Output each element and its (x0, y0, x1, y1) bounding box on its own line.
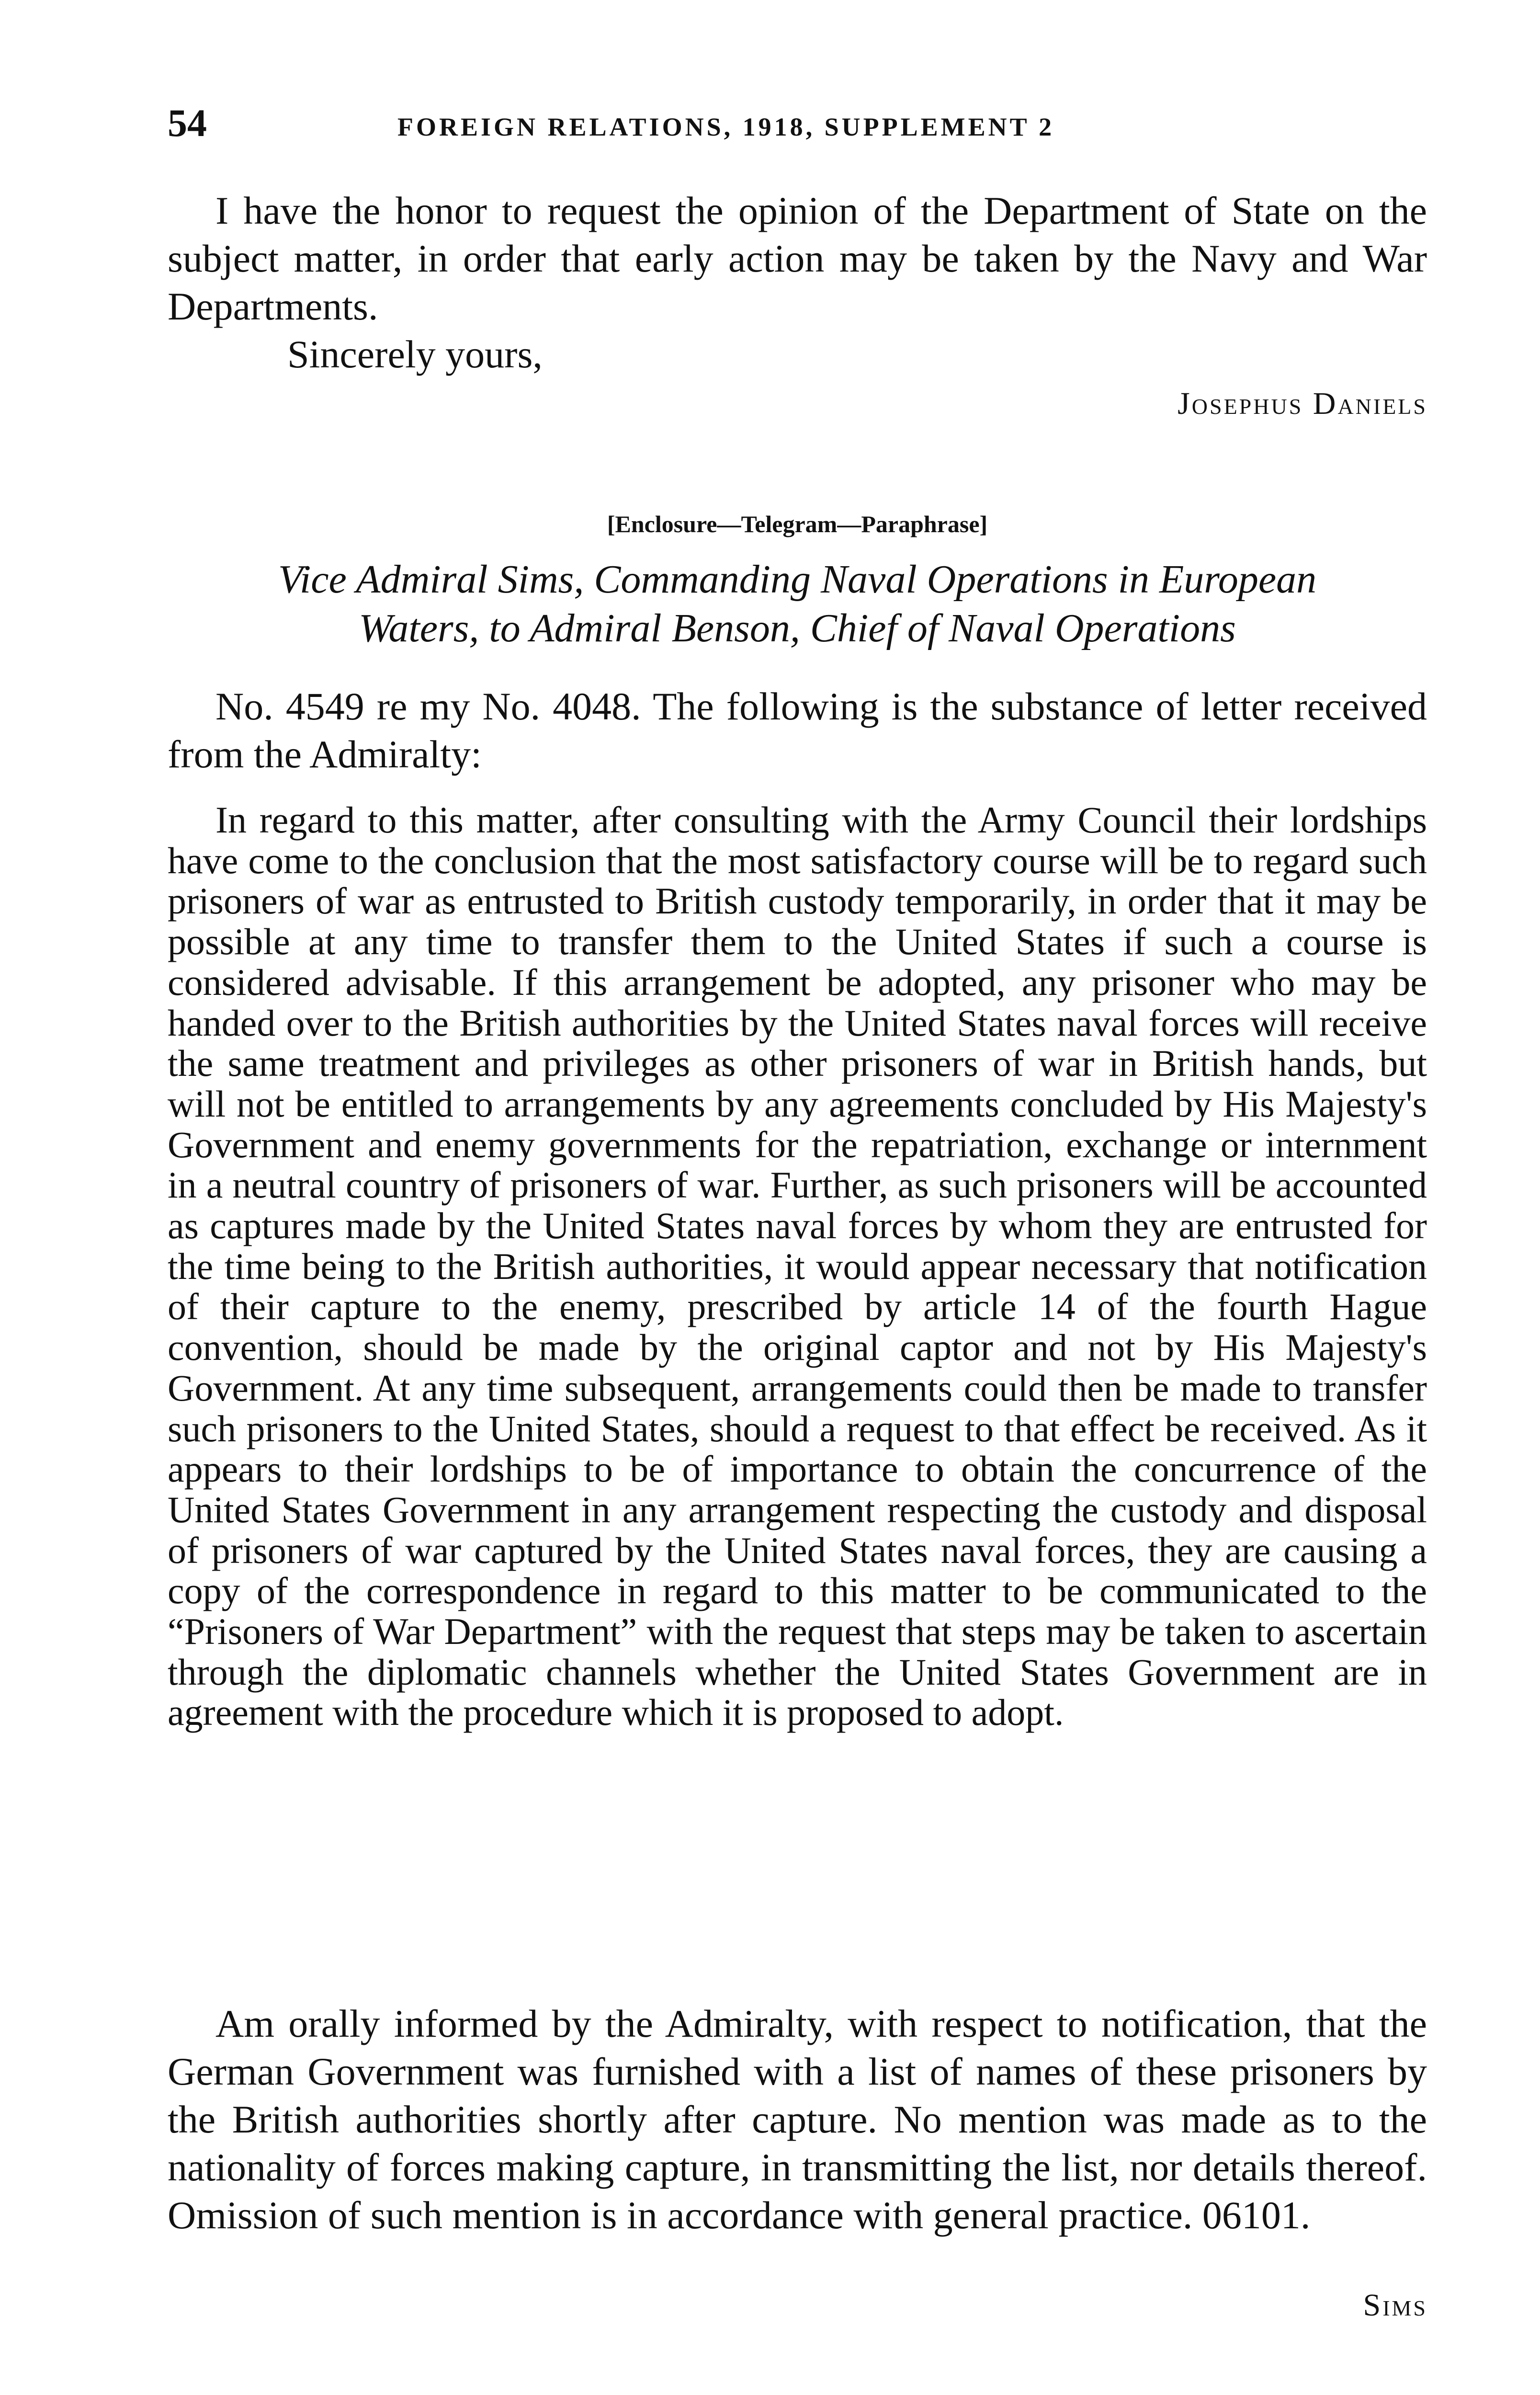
letter-paragraph: I have the honor to request the opinion of the Department of State on the subject matter, in order that early action may be taken by the Navy and War Departments. (168, 189, 1427, 328)
page-number: 54 (168, 101, 207, 145)
quoted-admiralty-letter: In regard to this matter, after consulting with the Army Council their lordships have come to the conclusion that the most satisfactory course will be to regard such prisoners of war as entrusted to British custody temporarily, in order that it may be possible at any time to transfer them to the United States if such a course is considered advisable. If this arrangement be adopted, any prisoner who may be handed over to the British authorities by the United States naval forces will receive the same treatment and privileges as other prisoners of war in British hands, but will not be entitled to arrangements by any agreements concluded by His Majesty's Government and enemy governments for the repatriation, exchange or internment in a neutral country of prisoners of war. Further, as such prisoners will be accounted as captures made by the United States naval forces by whom they are entrusted for the time being to the British authorities, it would appear necessary that notification of their capture to the enemy, prescribed by article 14 of the fourth Hague convention, should be made by the original captor and not by His Majesty's Government. At any time subsequent, arrangements could then be made to transfer such prisoners to the United States, should a request to that effect be received. As it appears to their lordships to be of importance to obtain the concurrence of the United States Government in any arrangement respecting the custody and disposal of prisoners of war captured by the United States naval forces, they are causing a copy of the correspondence in regard to this matter to be communicated to the “Prisoners of War Department” with the request that steps may be taken to ascertain through the diplomatic channels whether the United States Government are in agreement with the procedure which it is proposed to adopt. (168, 799, 1427, 1734)
running-head: FOREIGN RELATIONS, 1918, SUPPLEMENT 2 (397, 113, 1055, 141)
enclosure-label: [Enclosure—Telegram—Paraphrase] (607, 511, 988, 537)
telegram-title-line-1: Vice Admiral Sims, Commanding Naval Operations in European (278, 557, 1317, 602)
telegram-signature: Sims (1363, 2288, 1427, 2323)
letter-signature: Josephus Daniels (1178, 386, 1427, 421)
letter-closing: Sincerely yours, (287, 332, 543, 376)
telegram-title-line-2: Waters, to Admiral Benson, Chief of Naval Operations (359, 606, 1236, 650)
telegram-closing-paragraph: Am orally informed by the Admiralty, with respect to notification, that the German Government was furnished with a list of names of these prisoners by the British authorities shortly after capture. No mention was made as to the nationality of forces making capture, in transmitting the list, nor details thereof. Omission of such mention is in accordance with general practice. 06101. (168, 2002, 1427, 2237)
page-header (168, 101, 1432, 153)
telegram-intro: No. 4549 re my No. 4048. The following is the substance of letter received from the Admiralty: (168, 684, 1427, 776)
